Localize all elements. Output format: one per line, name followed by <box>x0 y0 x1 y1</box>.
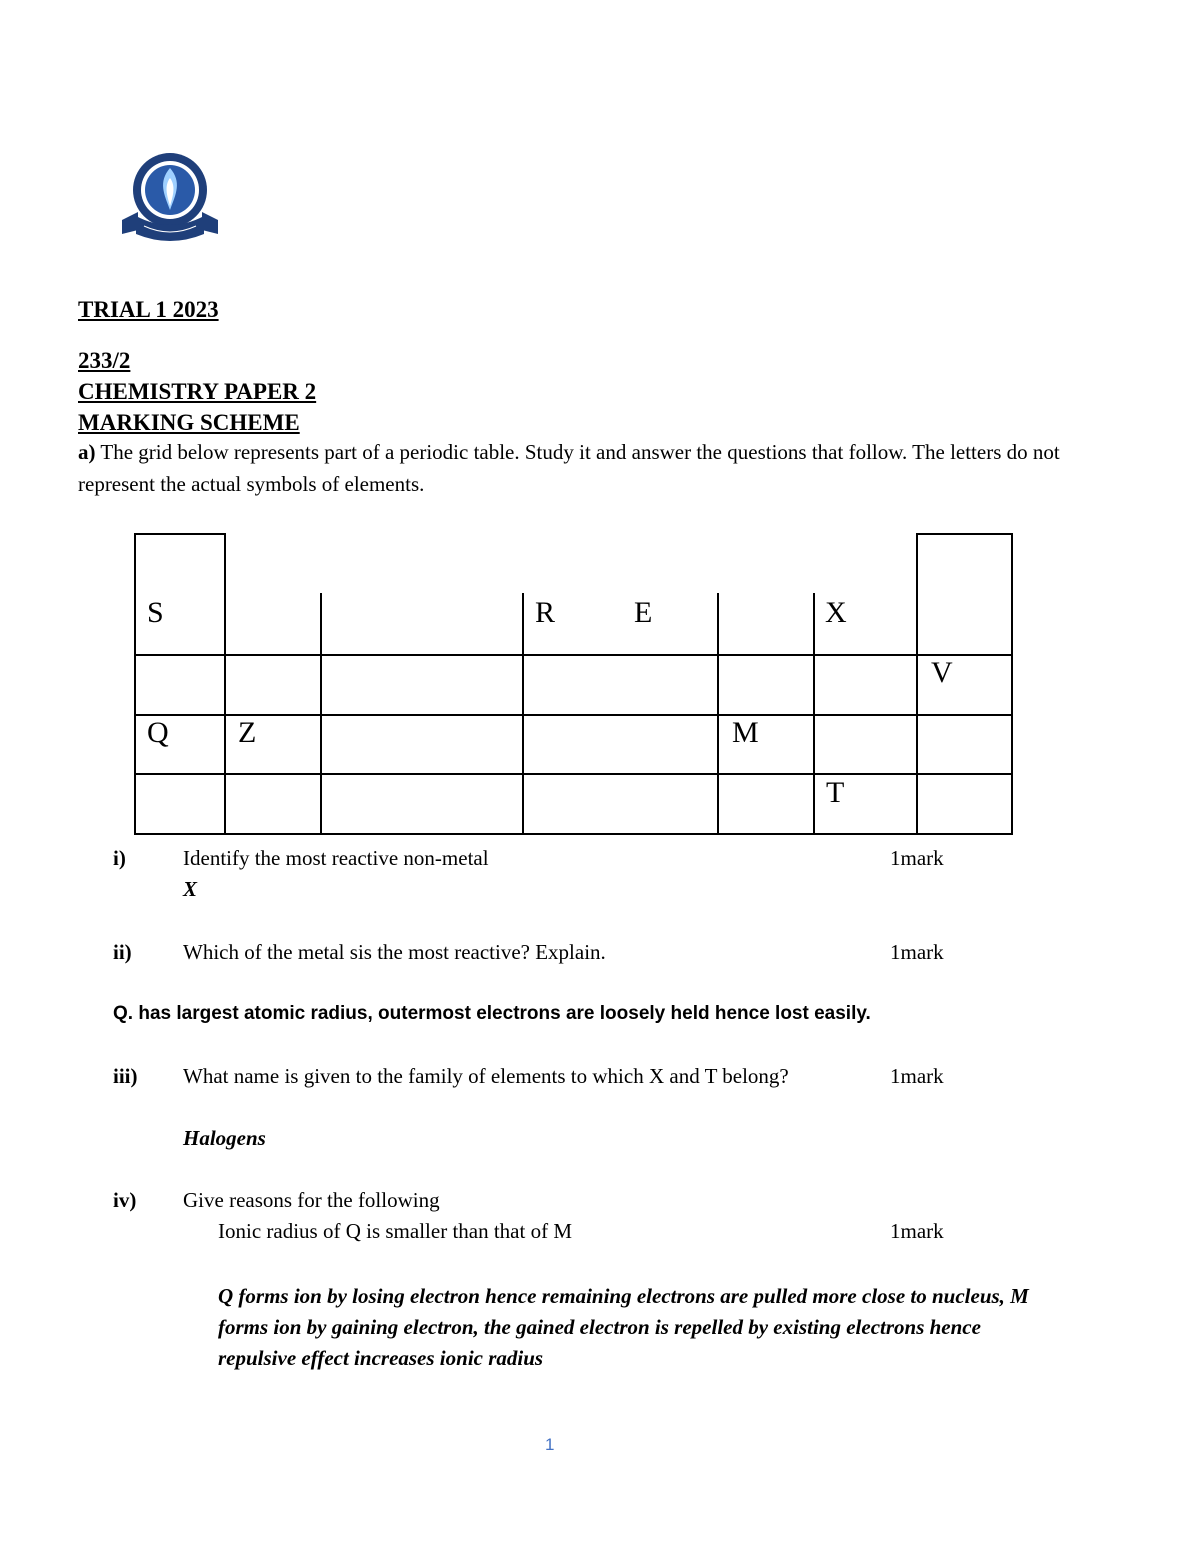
intro-text: The grid below represents part of a periodic table. Study it and answer the questions that follow. The letters do not represent the actual symbols of elements. <box>78 440 1060 496</box>
paper-code: 233/2 <box>78 348 131 373</box>
question-4-answer: Q forms ion by losing electron hence remaining electrons are pulled more close to nucleus, M forms ion by gaining electron, the gained electron is repelled by existing electrons hence repulsive effect increases ionic radius <box>218 1284 1029 1370</box>
element-s: S <box>147 596 164 629</box>
question-4-text: Give reasons for the following <box>183 1188 440 1212</box>
question-4-mark: 1mark <box>890 1219 944 1243</box>
question-1-number: i) <box>113 846 126 870</box>
element-v: V <box>931 656 953 689</box>
element-x: X <box>825 596 847 629</box>
question-3-number: iii) <box>113 1064 138 1088</box>
element-e: E <box>634 596 653 629</box>
scheme-title: MARKING SCHEME <box>78 410 300 435</box>
page-number: 1 <box>545 1435 555 1454</box>
question-3-text: What name is given to the family of elements to which X and T belong? <box>183 1064 789 1088</box>
question-3-mark: 1mark <box>890 1064 944 1088</box>
element-z: Z <box>238 716 257 749</box>
question-2-answer: Q. has largest atomic radius, outermost electrons are loosely held hence lost easily. <box>113 1003 871 1024</box>
element-r: R <box>535 596 556 629</box>
trial-heading: TRIAL 1 2023 <box>78 297 219 322</box>
question-2-mark: 1mark <box>890 940 944 964</box>
question-1-answer: X <box>183 877 198 901</box>
element-m: M <box>732 716 759 749</box>
element-q: Q <box>147 716 169 749</box>
intro-label: a) <box>78 440 96 464</box>
question-4-subtext: Ionic radius of Q is smaller than that of M <box>218 1219 573 1243</box>
paper-title: CHEMISTRY PAPER 2 <box>78 379 317 404</box>
question-4-number: iv) <box>113 1188 137 1212</box>
question-1-mark: 1mark <box>890 846 944 870</box>
element-t: T <box>826 776 845 809</box>
question-2-number: ii) <box>113 940 132 964</box>
question-1-text: Identify the most reactive non-metal <box>183 846 489 870</box>
question-2-text: Which of the metal sis the most reactive? Explain. <box>183 940 606 964</box>
question-3-answer: Halogens <box>183 1126 266 1150</box>
